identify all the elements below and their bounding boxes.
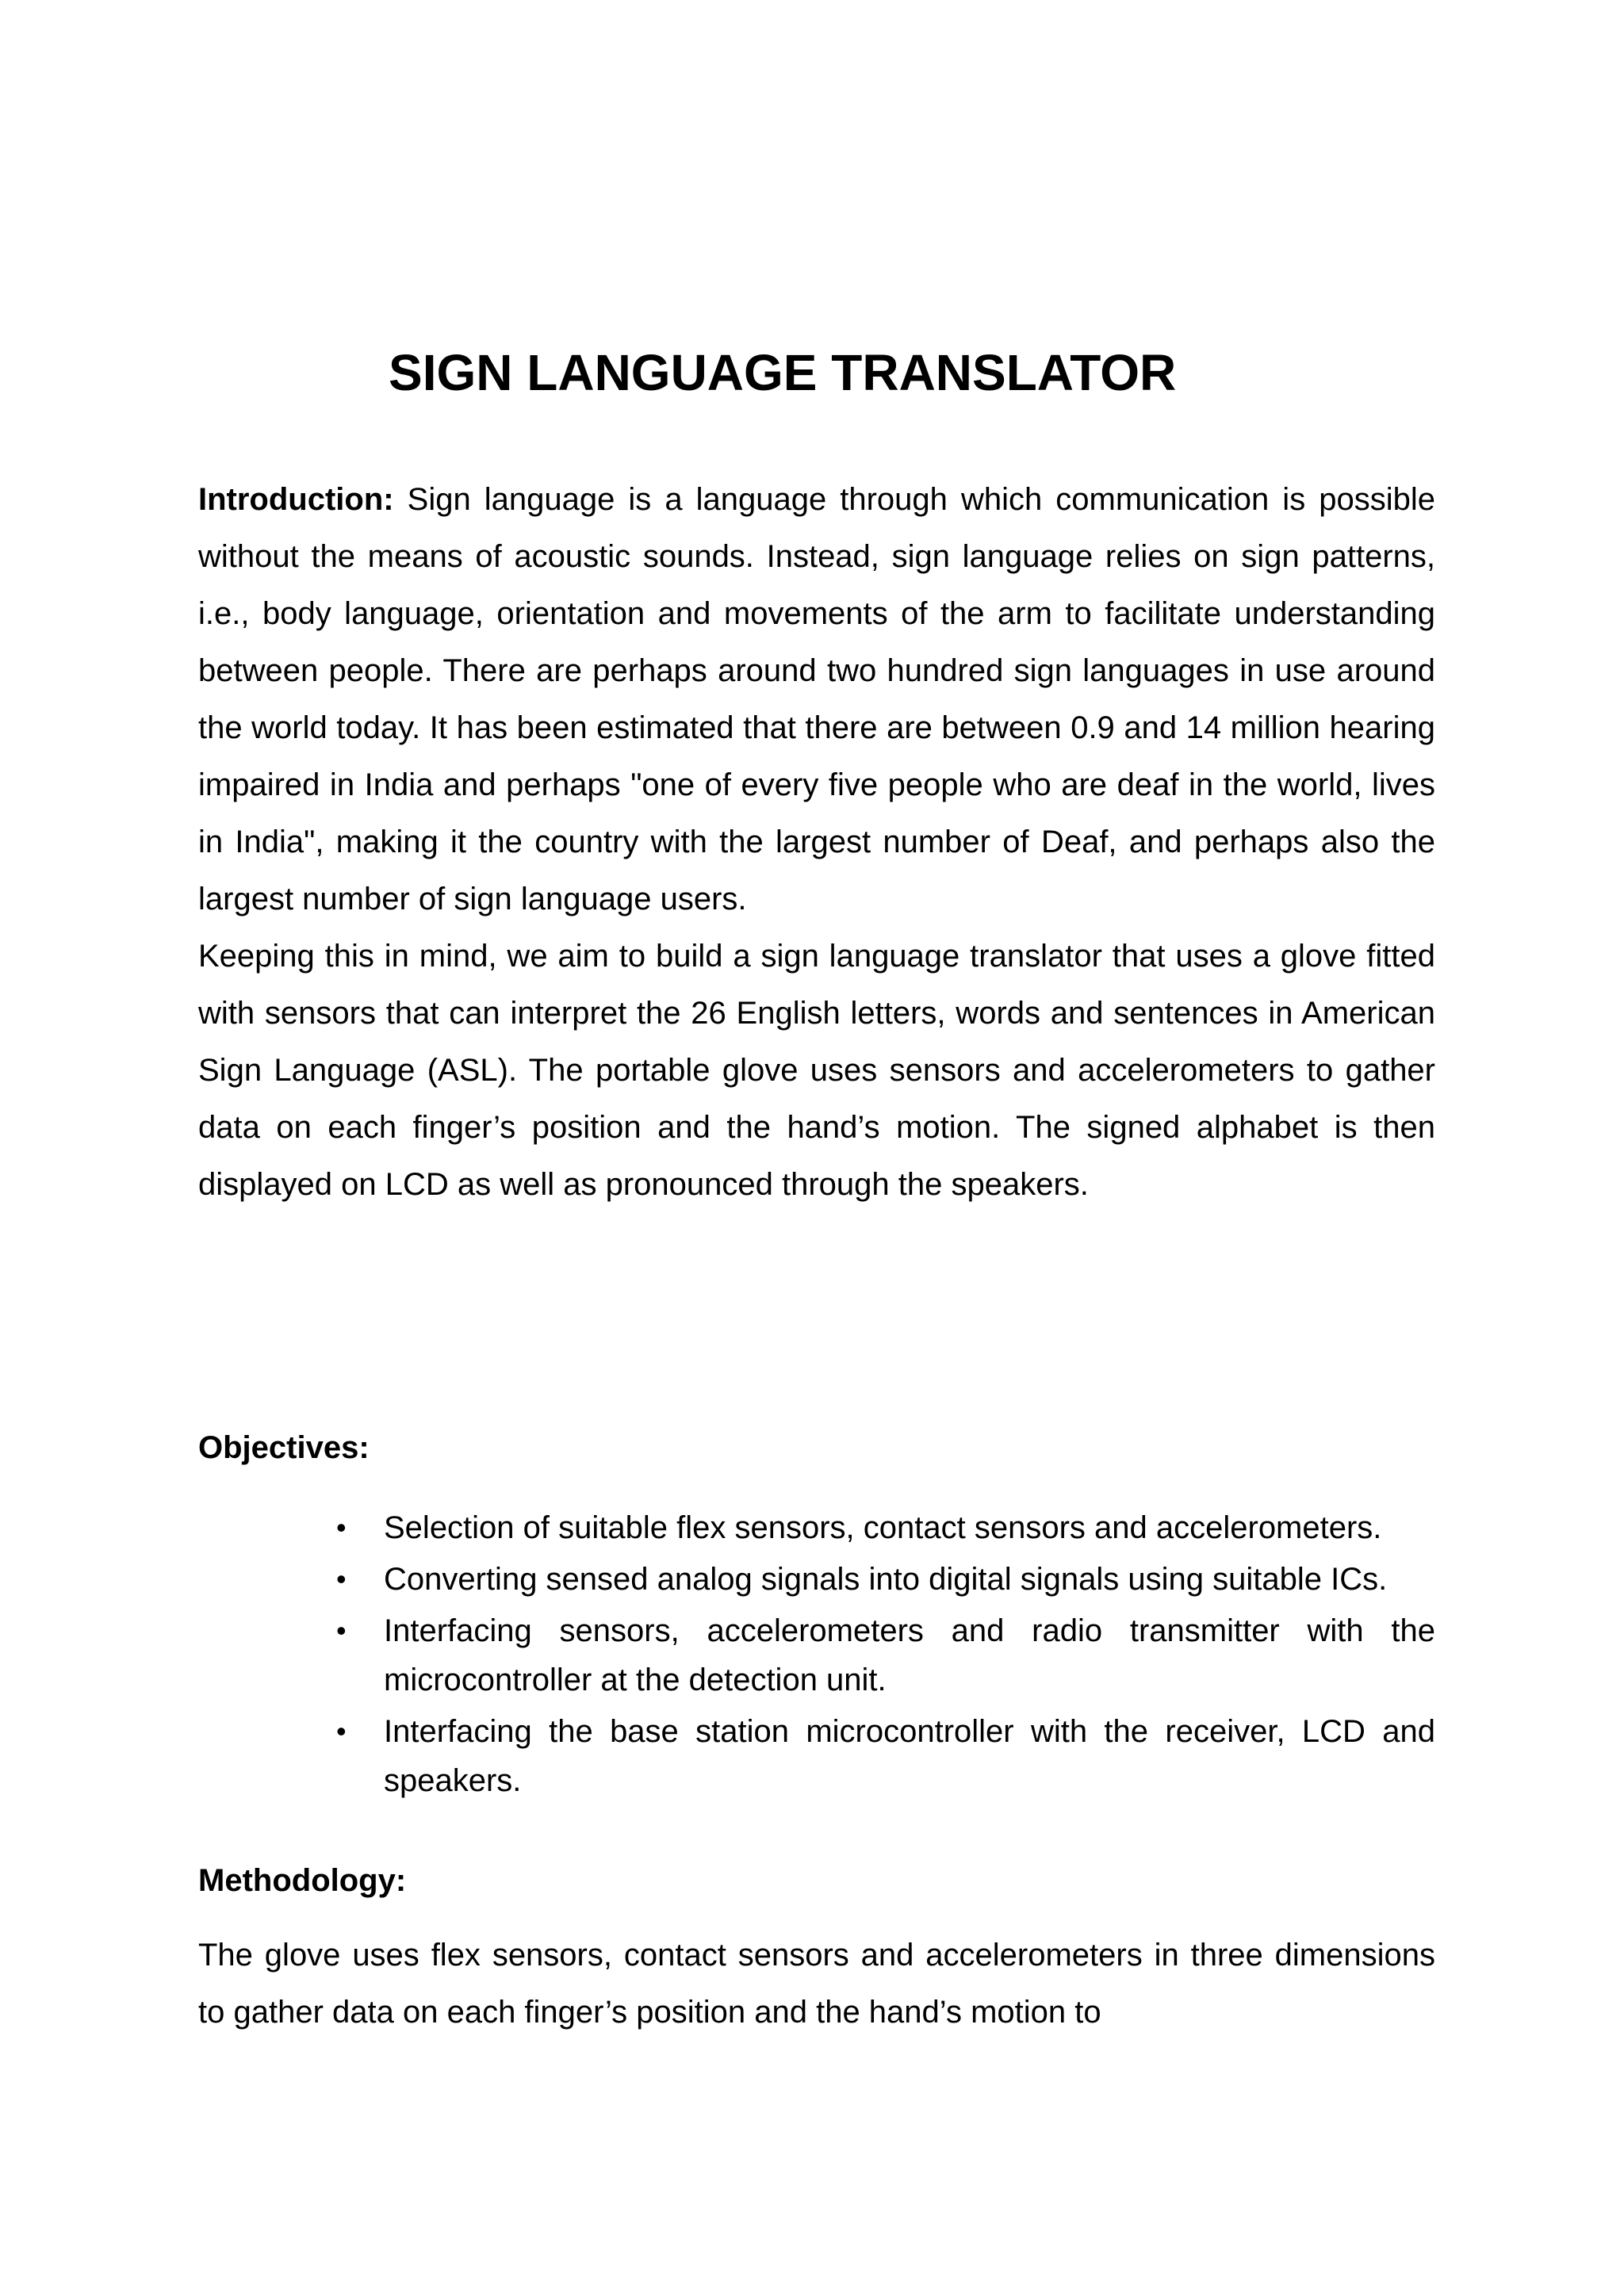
methodology-section xyxy=(198,1927,1435,2041)
document-title: SIGN LANGUAGE TRANSLATOR xyxy=(389,344,1177,401)
introduction-section xyxy=(198,471,1435,1213)
list-item xyxy=(325,1503,1435,1552)
bullet-icon: • xyxy=(336,1563,347,1595)
methodology-heading: Methodology: xyxy=(198,1863,407,1898)
bullet-icon: • xyxy=(336,1614,347,1647)
objectives-list xyxy=(325,1503,1435,1808)
objectives-heading: Objectives: xyxy=(198,1430,370,1465)
bullet-icon: • xyxy=(336,1715,347,1747)
introduction-paragraph-2: Keeping this in mind, we aim to build a sign language translator that uses a glove fitted with sensors that can interpret the 26 English letters, words and sentences in American Sign Language (ASL). The portable glove uses sensors and accelerometers to gather data on each finger’s position and the hand’s motion. The signed alphabet is then displayed on LCD as well as pronounced through the speakers. xyxy=(198,939,1435,1202)
objective-text: Converting sensed analog signals into digital signals using suitable ICs. xyxy=(384,1562,1388,1597)
introduction-label: Introduction: xyxy=(198,482,394,517)
list-item xyxy=(325,1606,1435,1705)
bullet-icon: • xyxy=(336,1511,347,1544)
introduction-text: Sign language is a language through which communication is possible without the means of acoustic sounds. Instead, sign language relies on sign patterns, i.e., body language, orientation and movements of the arm to facilitate understanding between people. There are perhaps around two hundred sign languages in use around the world today. It has been estimated that there are between 0.9 and 14 million hearing impaired in India and perhaps "one of every five people who are deaf in the world, lives in India", making it the country with the largest number of Deaf, and perhaps also the largest number of sign language users. xyxy=(198,482,1435,916)
objective-text: Interfacing sensors, accelerometers and radio transmitter with the microcontroller at the detection unit. xyxy=(384,1613,1435,1697)
introduction-paragraph xyxy=(198,471,1435,928)
methodology-paragraph: The glove uses flex sensors, contact sensors and accelerometers in three dimensions to gather data on each finger’s position and the hand’s motion to xyxy=(198,1938,1435,2030)
list-item xyxy=(325,1555,1435,1604)
objective-text: Interfacing the base station microcontroller with the receiver, LCD and speakers. xyxy=(384,1714,1435,1798)
objective-text: Selection of suitable flex sensors, contact sensors and accelerometers. xyxy=(384,1510,1382,1545)
list-item xyxy=(325,1707,1435,1805)
